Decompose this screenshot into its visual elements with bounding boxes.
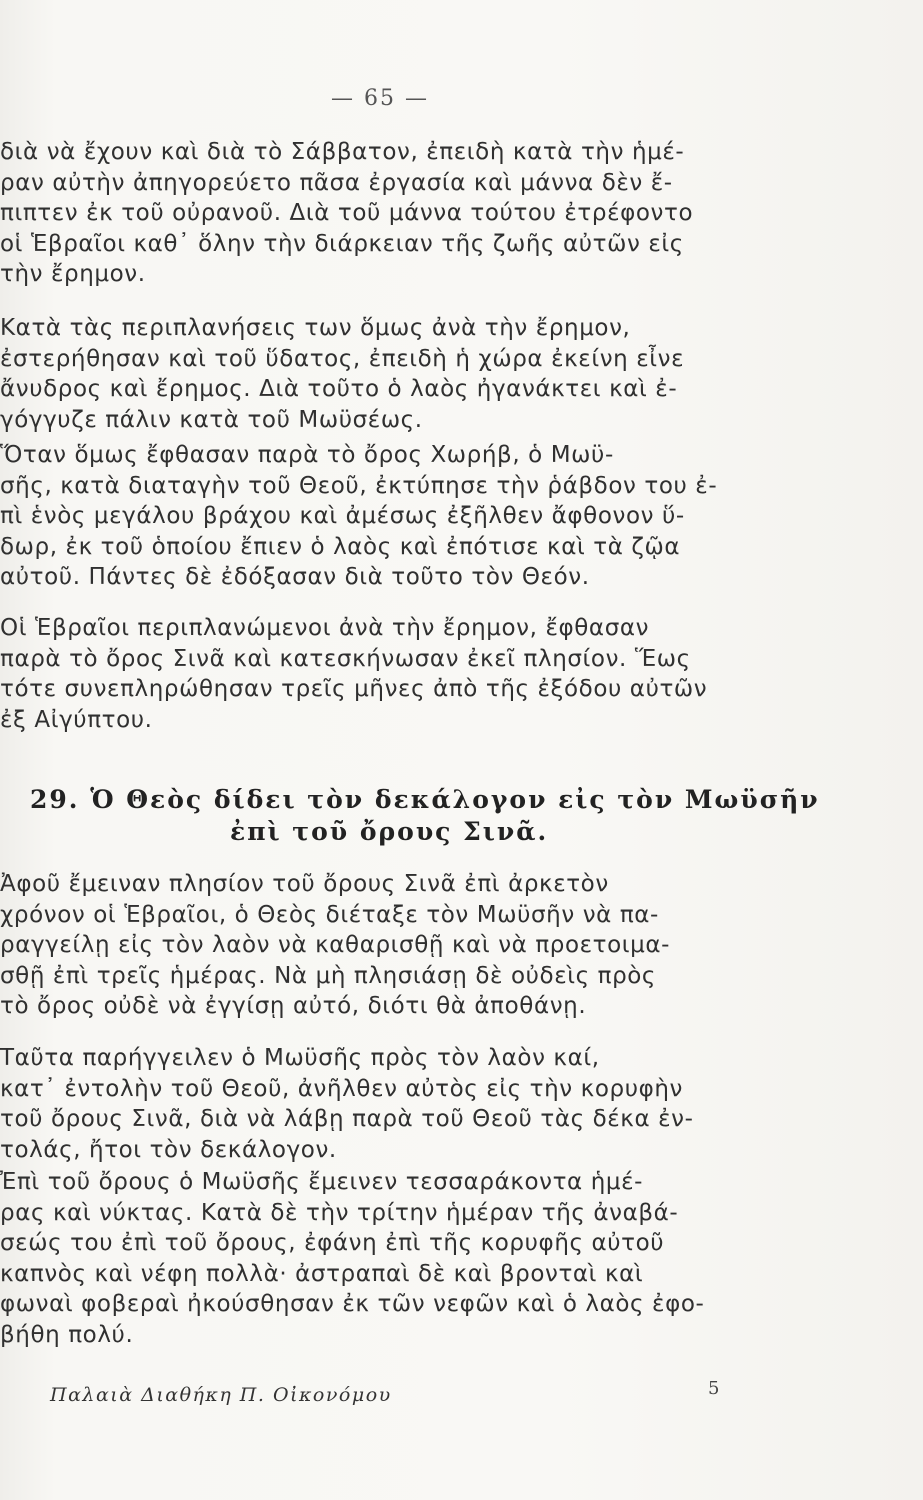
text-line: οἱ Ἑβραῖοι καθ᾽ ὅλην τὴν διάρκειαν τῆς ζωῆς αὐτῶν εἰς [0,230,684,257]
paragraph [0,137,780,290]
text-line: τὸ ὄρος οὐδὲ νὰ ἐγγίσῃ αὐτό, διότι θὰ ἀποθάνῃ. [0,993,587,1019]
text-line: φωναὶ φοβεραὶ ἠκούσθησαν ἐκ τῶν νεφῶν καὶ ὁ λαὸς ἐφο- [0,1291,705,1317]
heading-line: ἐπὶ τοῦ ὄρους Σινᾶ. [230,817,549,846]
text-line: γόγγυζε πάλιν κατὰ τοῦ Μωϋσέως. [0,406,423,433]
text-line: καπνὸς καὶ νέφη πολλὰ· ἀστραπαὶ δὲ καὶ βρονταὶ καὶ [0,1260,644,1287]
footer-book-title: Παλαιὰ Διαθήκη Π. Οἰκονόμου [50,1384,392,1406]
text-line: σῆς, κατὰ διαταγὴν τοῦ Θεοῦ, ἐκτύπησε τὴν ῥάβδον του ἐ- [0,472,718,499]
paragraph [0,1043,780,1165]
text-line: πὶ ἑνὸς μεγάλου βράχου καὶ ἀμέσως ἐξῆλθεν ἄφθονον ὕ- [0,503,685,529]
text-line: χρόνον οἱ Ἑβραῖοι, ὁ Θεὸς διέταξε τὸν Μωϋσῆν νὰ πα- [0,901,659,928]
heading-line: 29. Ὁ Θεὸς δίδει τὸν δεκάλογον εἰς τὸν Μωϋσῆν [30,785,820,814]
text-line: κατ᾽ ἐντολὴν τοῦ Θεοῦ, ἀνῆλθεν αὐτὸς εἰς τὴν κορυφὴν [0,1075,683,1102]
text-line: τὴν ἔρημον. [0,261,146,287]
section-heading [30,784,830,848]
text-line: τοῦ ὄρους Σινᾶ, διὰ νὰ λάβῃ παρὰ τοῦ Θεοῦ τὰς δέκα ἐν- [0,1106,694,1132]
text-line: παρὰ τὸ ὄρος Σινᾶ καὶ κατεσκήνωσαν ἐκεῖ πλησίον. Ἕως [0,645,691,672]
paragraph [0,613,780,735]
text-line: ἐστερήθησαν καὶ τοῦ ὕδατος, ἐπειδὴ ἡ χώρα ἐκείνη εἶνε [0,345,685,372]
page-number: — 65 — [331,86,429,111]
text-line: πιπτεν ἐκ τοῦ οὐρανοῦ. Διὰ τοῦ μάννα τούτου ἐτρέφοντο [0,200,694,226]
text-line: τολάς, ἤτοι τὸν δεκάλογον. [0,1136,337,1163]
footer-signature-mark: 5 [708,1378,720,1399]
paragraph [0,313,780,435]
text-line: διὰ νὰ ἔχουν καὶ διὰ τὸ Σάββατον, ἐπειδὴ κατὰ τὴν ἡμέ- [0,139,685,165]
text-line: ρας καὶ νύκτας. Κατὰ δὲ τὴν τρίτην ἡμέραν τῆς ἀναβά- [0,1199,679,1226]
text-line: Ἐπὶ τοῦ ὄρους ὁ Μωϋσῆς ἔμεινεν τεσσαράκοντα ἡμέ- [0,1169,644,1195]
text-line: Ὅταν ὅμως ἔφθασαν παρὰ τὸ ὄρος Χωρήβ, ὁ Μωϋ- [0,442,614,468]
text-line: Ἀφοῦ ἔμειναν πλησίον τοῦ ὄρους Σινᾶ ἐπὶ ἀρκετὸν [0,871,609,897]
paragraph [0,440,780,593]
text-line: δωρ, ἐκ τοῦ ὁποίου ἔπιεν ὁ λαὸς καὶ ἐπότισε καὶ τὰ ζῷα [0,533,681,560]
paragraph [0,869,780,1022]
text-line: ραγγείλῃ εἰς τὸν λαὸν νὰ καθαρισθῇ καὶ νὰ προετοιμα- [0,932,671,958]
text-line: ἐξ Αἰγύπτου. [0,706,153,733]
text-line: Κατὰ τὰς περιπλανήσεις των ὅμως ἀνὰ τὴν ἔρημον, [0,315,631,341]
text-line: Ταῦτα παρήγγειλεν ὁ Μωϋσῆς πρὸς τὸν λαὸν καί, [0,1045,600,1071]
text-line: Οἱ Ἑβραῖοι περιπλανώμενοι ἀνὰ τὴν ἔρημον, ἔφθασαν [0,615,650,641]
text-line: ἄνυδρος καὶ ἔρημος. Διὰ τοῦτο ὁ λαὸς ἠγανάκτει καὶ ἐ- [0,376,678,402]
text-line: σθῇ ἐπὶ τρεῖς ἡμέρας. Νὰ μὴ πλησιάσῃ δὲ οὐδεὶς πρὸς [0,962,657,989]
text-line: τότε συνεπληρώθησαν τρεῖς μῆνες ἀπὸ τῆς ἐξόδου αὐτῶν [0,676,708,702]
text-line: αὐτοῦ. Πάντες δὲ ἐδόξασαν διὰ τοῦτο τὸν Θεόν. [0,564,590,590]
text-line: ραν αὐτὴν ἀπηγορεύετο πᾶσα ἐργασία καὶ μάννα δὲν ἔ- [0,169,673,196]
text-line: σεώς του ἐπὶ τοῦ ὄρους, ἐφάνη ἐπὶ τῆς κορυφῆς αὐτοῦ [0,1230,665,1256]
paragraph [0,1167,780,1350]
text-line: βήθη πολύ. [0,1321,134,1348]
